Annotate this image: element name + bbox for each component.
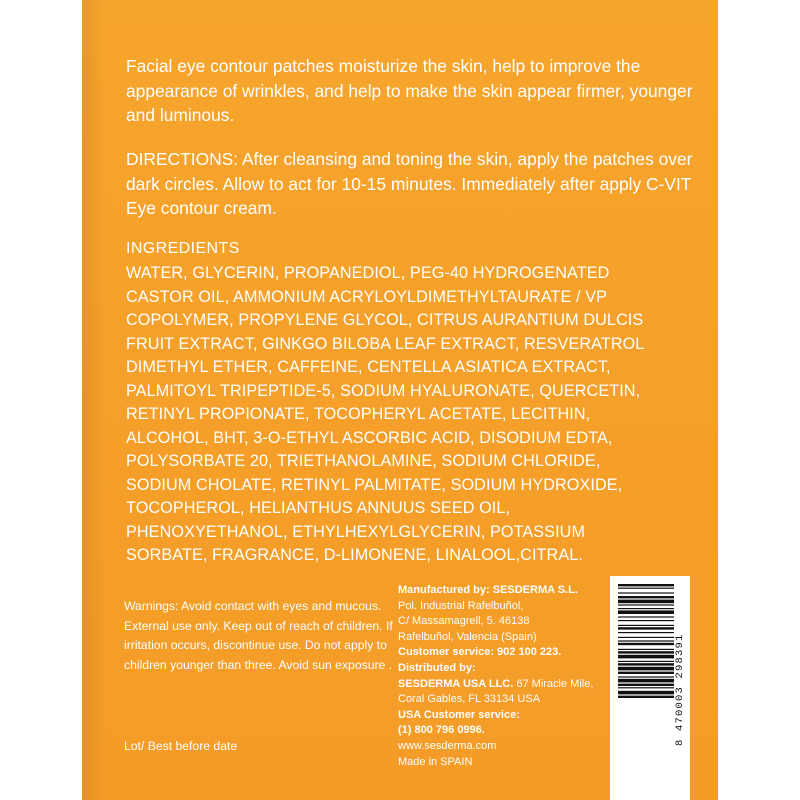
- ingredients-line: SORBATE, FRAGRANCE, D-LIMONENE, LINALOOL,CITRAL.: [126, 546, 583, 564]
- barcode-bar: [618, 632, 674, 633]
- manufacturer-address: Pol. Industrial Rafelbuñol,: [398, 599, 524, 612]
- ingredients-line: COPOLYMER, PROPYLENE GLYCOL, CITRUS AURANTIUM DULCIS: [126, 311, 644, 329]
- barcode-bar: [618, 625, 674, 626]
- website: www.sesderma.com: [398, 739, 497, 752]
- barcode-bar: [618, 596, 674, 598]
- ingredients-line: RETINYL PROPIONATE, TOCOPHERYL ACETATE, LECITHIN,: [126, 405, 591, 423]
- barcode-bars: [618, 584, 674, 796]
- barcode-bar: [618, 676, 674, 677]
- ingredients-line: POLYSORBATE 20, TRIETHANOLAMINE, SODIUM CHLORIDE,: [126, 452, 601, 470]
- barcode-bar: [618, 608, 674, 609]
- distributor-label: Distributed by:: [398, 661, 476, 674]
- ingredients-line: PALMITOYL TRIPEPTIDE-5, SODIUM HYALURONATE, QUERCETIN,: [126, 381, 641, 400]
- barcode-bar: [618, 655, 674, 659]
- barcode-bar: [618, 667, 674, 671]
- product-box-back: [82, 0, 718, 800]
- barcode-bar: [618, 696, 674, 698]
- ingredients-line: CASTOR OIL, AMMONIUM ACRYLOYLDIMETHYLTAURATE / VP: [126, 287, 608, 306]
- barcode-bar: [618, 584, 674, 586]
- customer-service: Customer service: 902 100 223.: [398, 646, 562, 659]
- barcode-bar: [618, 649, 674, 650]
- barcode-bar: [618, 687, 674, 688]
- barcode-bar: [618, 691, 674, 695]
- barcode-bar: [618, 679, 674, 683]
- barcode-bar: [618, 600, 674, 604]
- ingredients-list: [126, 262, 686, 568]
- manufacturer-address: Rafelbuñol, Valencia (Spain): [398, 630, 537, 643]
- manufacturer-info: [398, 583, 608, 770]
- barcode-bar: [618, 616, 674, 617]
- lot-best-before: Lot/ Best before date: [124, 739, 238, 753]
- barcode-bar: [618, 643, 674, 645]
- barcode-bar: [618, 620, 674, 621]
- background: [718, 0, 800, 800]
- barcode: [610, 576, 690, 800]
- barcode-bar: [618, 588, 674, 589]
- barcode-bar: [618, 592, 674, 593]
- barcode-bar: [618, 684, 674, 686]
- directions-text: DIRECTIONS: After cleansing and toning the skin, apply the patches over dark circles. Allow to act for 10-15 minutes. Immediately after apply C-VIT Eye contour cream.: [126, 149, 693, 219]
- made-in: Made in SPAIN: [398, 755, 473, 768]
- description-text: Facial eye contour patches moisturize the skin, help to improve the appearance of wrinkles, and help to make the skin appear firmer, younger and luminous.: [126, 56, 693, 126]
- ingredients-line: SODIUM CHOLATE, RETINYL PALMITATE, SODIUM HYDROXIDE,: [126, 475, 623, 494]
- barcode-number: 8 470003 298391: [674, 633, 686, 747]
- barcode-bar: [618, 637, 674, 638]
- distributor-address: SESDERMA USA LLC. 67 Miracle Mile, Coral Gables, FL 33134 USA: [398, 677, 594, 706]
- barcode-bar: [618, 640, 674, 641]
- barcode-bar: [618, 604, 674, 605]
- barcode-bar: [618, 610, 674, 614]
- ingredients-line: PHENOXYETHANOL, ETHYLHEXYLGLYCERIN, POTASSIUM: [126, 522, 586, 541]
- warnings-text: Warnings: Avoid contact with eyes and mucous. External use only. Keep out of reach of children. If irritation occurs, discontinue use. Do not apply to children younger than three. Avoid sun exposure .: [124, 599, 393, 672]
- ingredients-line: WATER, GLYCERIN, PROPANEDIOL, PEG-40 HYDROGENATED: [126, 264, 610, 282]
- ingredients-line: ALCOHOL, BHT, 3-O-ETHYL ASCORBIC ACID, DISODIUM EDTA,: [126, 428, 613, 447]
- barcode-bar: [618, 627, 674, 629]
- ingredients-line: FRUIT EXTRACT, GINKGO BILOBA LEAF EXTRACT, RESVERATROL: [126, 334, 645, 353]
- barcode-bar: [618, 672, 674, 674]
- manufacturer-address: C/ Massamagrell, 5. 46138: [398, 615, 530, 628]
- ingredients-line: TOCOPHEROL, HELIANTHUS ANNUUS SEED OIL,: [126, 499, 511, 517]
- usa-service-label: USA Customer service:: [398, 708, 520, 721]
- manufacturer-label: Manufactured by: SESDERMA S.L.: [398, 584, 578, 596]
- ingredients-heading: INGREDIENTS: [126, 240, 240, 257]
- barcode-bar: [618, 651, 674, 653]
- ingredients-line: DIMETHYL ETHER, CAFFEINE, CENTELLA ASIATICA EXTRACT,: [126, 358, 611, 376]
- barcode-bar: [618, 661, 674, 662]
- barcode-bar: [618, 663, 674, 665]
- usa-service-phone: (1) 800 796 0996.: [398, 724, 485, 737]
